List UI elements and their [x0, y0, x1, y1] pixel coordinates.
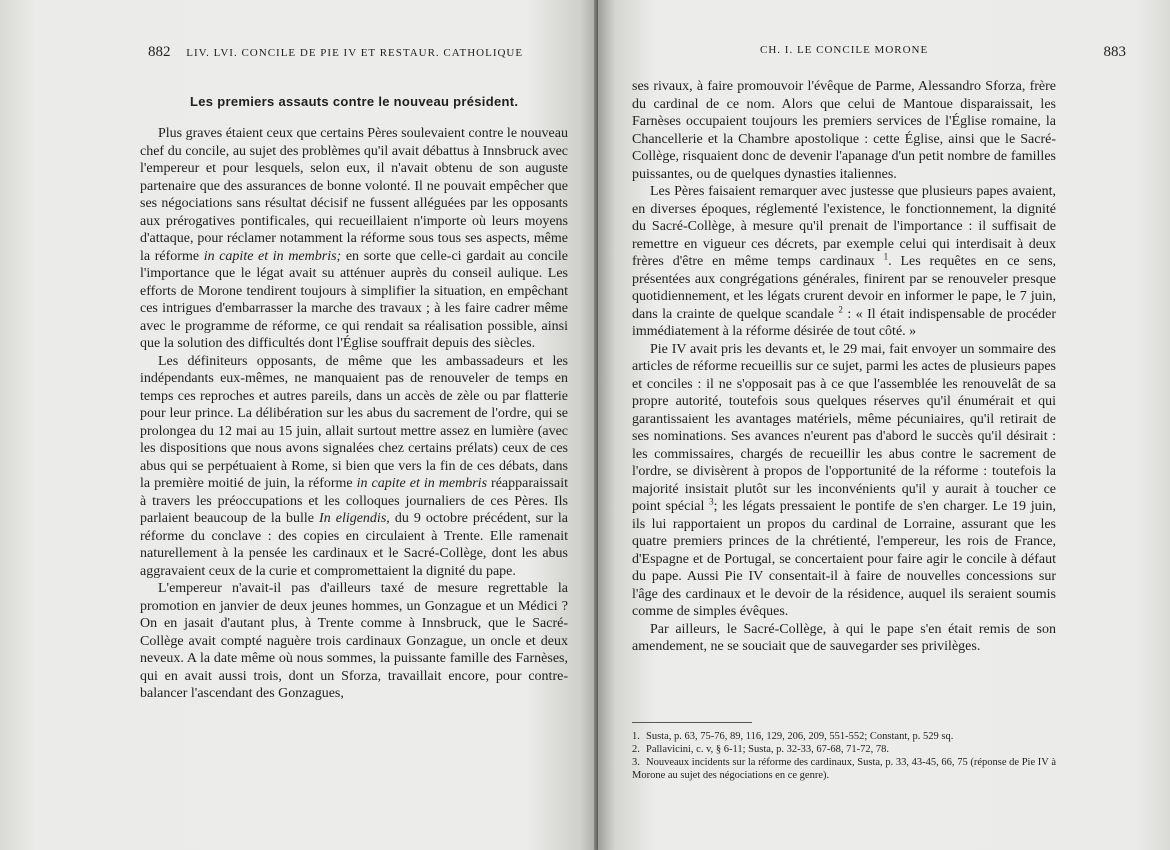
text-run: Les Pères faisaient remarquer avec justesse que plusieurs papes avaient, en diverses époques, réglementé l'existence, le fonctionnement, la dignité du Sacré-Collège, à mesure qu'il prenait de l'importance : il suffisait de remettre en vigueur ces décrets, par exemple celui qui interdisait à deux frères d'être en même temps cardinaux — [632, 184, 1056, 269]
latin-phrase: in capite et in membris; — [203, 248, 342, 264]
footnote-rule — [632, 722, 752, 723]
text-run: ; les légats pressaient le pontife de s'en charger. Le 19 juin, ils lui rapportaient un propos du cardinal de Lorraine, assurant que les quatre premiers princes de la chrétienté, l'empereur, les rois de France, d'Espagne et de Portugal, se concertaient pour faire agir le concile à défaut du pape. Aussi Pie IV consentait-il à faire de nouvelles concessions sur l'âge des cardinaux et le devoir de la résidence, auquel ils seraient soumis comme de simples évêques. — [632, 499, 1057, 619]
footnote — [632, 756, 1056, 782]
text-run: L'empereur n'avait-il pas d'ailleurs taxé de mesure regrettable la promotion en janvier de deux jeunes hommes, un Gonzague et un Médici ? On en jasait d'autant plus, à Trente comme à Innsbruck, que le Sacré-Collège avait compté naguère trois cardinaux Gonzague, un oncle et deux neveux. A la date même où nous sommes, la puissante famille des Farnèses, qui en avait aussi trois, dont un Sforza, travaillait encore, pour contre-balancer l'ascendant des Gonzagues, — [140, 581, 568, 701]
left-running-head — [148, 44, 523, 61]
footnote-text: Susta, p. 63, 75-76, 89, 116, 129, 206, 209, 551-552; Constant, p. 529 sq. — [646, 731, 954, 742]
right-body-text — [632, 78, 1056, 656]
footnote-ref: 2 — [838, 303, 843, 314]
footnote-text: Nouveaux incidents sur la réforme des cardinaux, Susta, p. 33, 43-45, 66, 75 (réponse de Pie IV à Morone au sujet des négociations en ce genre). — [632, 757, 1056, 781]
footnote — [632, 730, 1056, 743]
paragraph — [140, 125, 568, 353]
footnote-ref: 3 — [709, 496, 714, 507]
text-run: ses rivaux, à faire promouvoir l'évêque de Parme, Alessandro Sforza, frère du cardinal de ce nom. Alors que celui de Mantoue disparaissait, les Farnèses occupaient toujours les premiers services de l'Église romaine, la Chancellerie et la Chambre apostolique : cette Église, ainsi que le Sacré-Collège, risquaient donc de devenir l'apanage d'un petit nombre de familles puissantes, ou de quelques dynasties italiennes. — [632, 79, 1056, 182]
right-page — [598, 0, 1170, 850]
footnote — [632, 743, 1056, 756]
left-page-number: 882 — [148, 44, 171, 60]
paragraph — [632, 78, 1056, 183]
right-running-head-text: CH. I. LE CONCILE MORONE — [760, 44, 929, 56]
text-run: Pie IV avait pris les devants et, le 29 mai, fait envoyer un sommaire des articles de réforme recueillis sur ce sujet, parmi les actes de plusieurs papes et conciles : il ne s'opposait pas à ce que l'assemblée les renouvelât de sa propre autorité, toutefois sous quelques réserves qu'il énumérait et qui garantissaient les avantages matériels, même pécuniaires, qu'il retirait de ses nominations. Ses avances n'eurent pas d'abord le succès qu'il désirait : les commissaires, chargés de recueillir les abus contre le sacrement de l'ordre, se divisèrent à propos de l'opportunité de la réforme : toutefois la majorité insistait plutôt sur les inconvénients qu'il y aurait à toucher ce point spécial — [632, 341, 1056, 514]
text-run: Les définiteurs opposants, de même que les ambassadeurs et les indépendants eux-mêmes, ne manquaient pas de renouveler de temps en temps ces reproches et autres pareils, dans un accès de zèle ou par flatterie pour leur prince. La délibération sur les abus du sacrement de l'ordre, qui se prolongea du 12 mai au 15 juin, allait surtout mettre assez en lumière (avec les dispositions que nous avons signalées chez certains prélats) ceux de ces abus qui se perpétuaient à Rome, si bien que vers la fin de ces débats, dans la première moitié de juin, la réforme — [140, 353, 568, 491]
text-run: du 9 octobre précédent, sur la réforme du conclave : des copies en circulaient à Trente. Elle ramenait naturellement à la pensée les cardinaux et le Sacré-Collège, dont les abus aggravaient ceux de la curie et compromettaient la dignité du pape. — [140, 511, 569, 579]
text-run: réapparaissait à travers les préoccupations et les colloques journaliers de ces Pères. Ils parlaient beaucoup de la bulle — [140, 476, 568, 526]
left-body-text — [140, 125, 568, 703]
paragraph — [632, 183, 1056, 341]
section-title: Les premiers assauts contre le nouveau président. — [190, 94, 519, 109]
paragraph — [140, 580, 568, 703]
footnote-number: 1. — [632, 731, 640, 742]
text-run: Par ailleurs, le Sacré-Collège, à qui le pape s'en était remis de son amendement, ne se souciait que de sauvegarder ses privilèges. — [632, 621, 1056, 654]
paragraph — [140, 353, 568, 581]
right-page-number: 883 — [1103, 44, 1126, 60]
text-run: : « Il était indispensable de procéder immédiatement à la réforme désirée de tout côté. » — [632, 306, 1056, 339]
text-run: Plus graves étaient ceux que certains Pères soulevaient contre le nouveau chef du concile, au sujet des problèmes qu'il avait débattus à Innsbruck avec l'empereur et pour lesquels, selon eux, il n'avait obtenu de son auguste partenaire que des assurances de bonne volonté. Il ne pouvait empêcher que ses négociations sans résultat décisif ne fussent alléguées par les opposants aux prérogatives pontificales, qui recueillaient n'importe où leurs moyens d'attaque, pour réclamer notamment la réforme sous tous ses aspects, même la réforme — [140, 126, 568, 264]
paragraph — [632, 621, 1056, 656]
text-run: . Les requêtes en ce sens, présentées aux congrégations générales, finirent par se renouveler presque quotidiennement, et les légats crurent devoir en informer le pape, le 7 juin, dans la crainte de quelque scandale — [632, 254, 1057, 322]
paragraph — [632, 341, 1056, 621]
footnote-text: Pallavicini, c. v, § 6-11; Susta, p. 32-33, 67-68, 71-72, 78. — [646, 744, 890, 755]
right-running-head — [760, 44, 1126, 61]
bull-title: In eligendis, — [319, 511, 390, 526]
latin-phrase: in capite et in membris — [356, 476, 488, 491]
left-running-head-text: LIV. LVI. CONCILE DE PIE IV ET RESTAUR. CATHOLIQUE — [186, 47, 524, 59]
footnotes — [632, 730, 1056, 782]
footnote-number: 3. — [632, 757, 640, 768]
text-run: en sorte que celle-ci gardait au concile l'importance que le légat avait su atténuer auprès du conseil aulique. Les efforts de Morone tendirent toujours à simplifier la situation, en empêchant ces intrigues d'embarrasser la marche des travaux ; à les faire cadrer même avec le programme de réforme, ce qui rendait sa réalisation possible, ainsi que la solution des difficultés dont l'Église souffrait depuis des siècles. — [140, 248, 568, 351]
footnote-ref: 1 — [883, 251, 889, 262]
footnote-number: 2. — [632, 744, 640, 755]
